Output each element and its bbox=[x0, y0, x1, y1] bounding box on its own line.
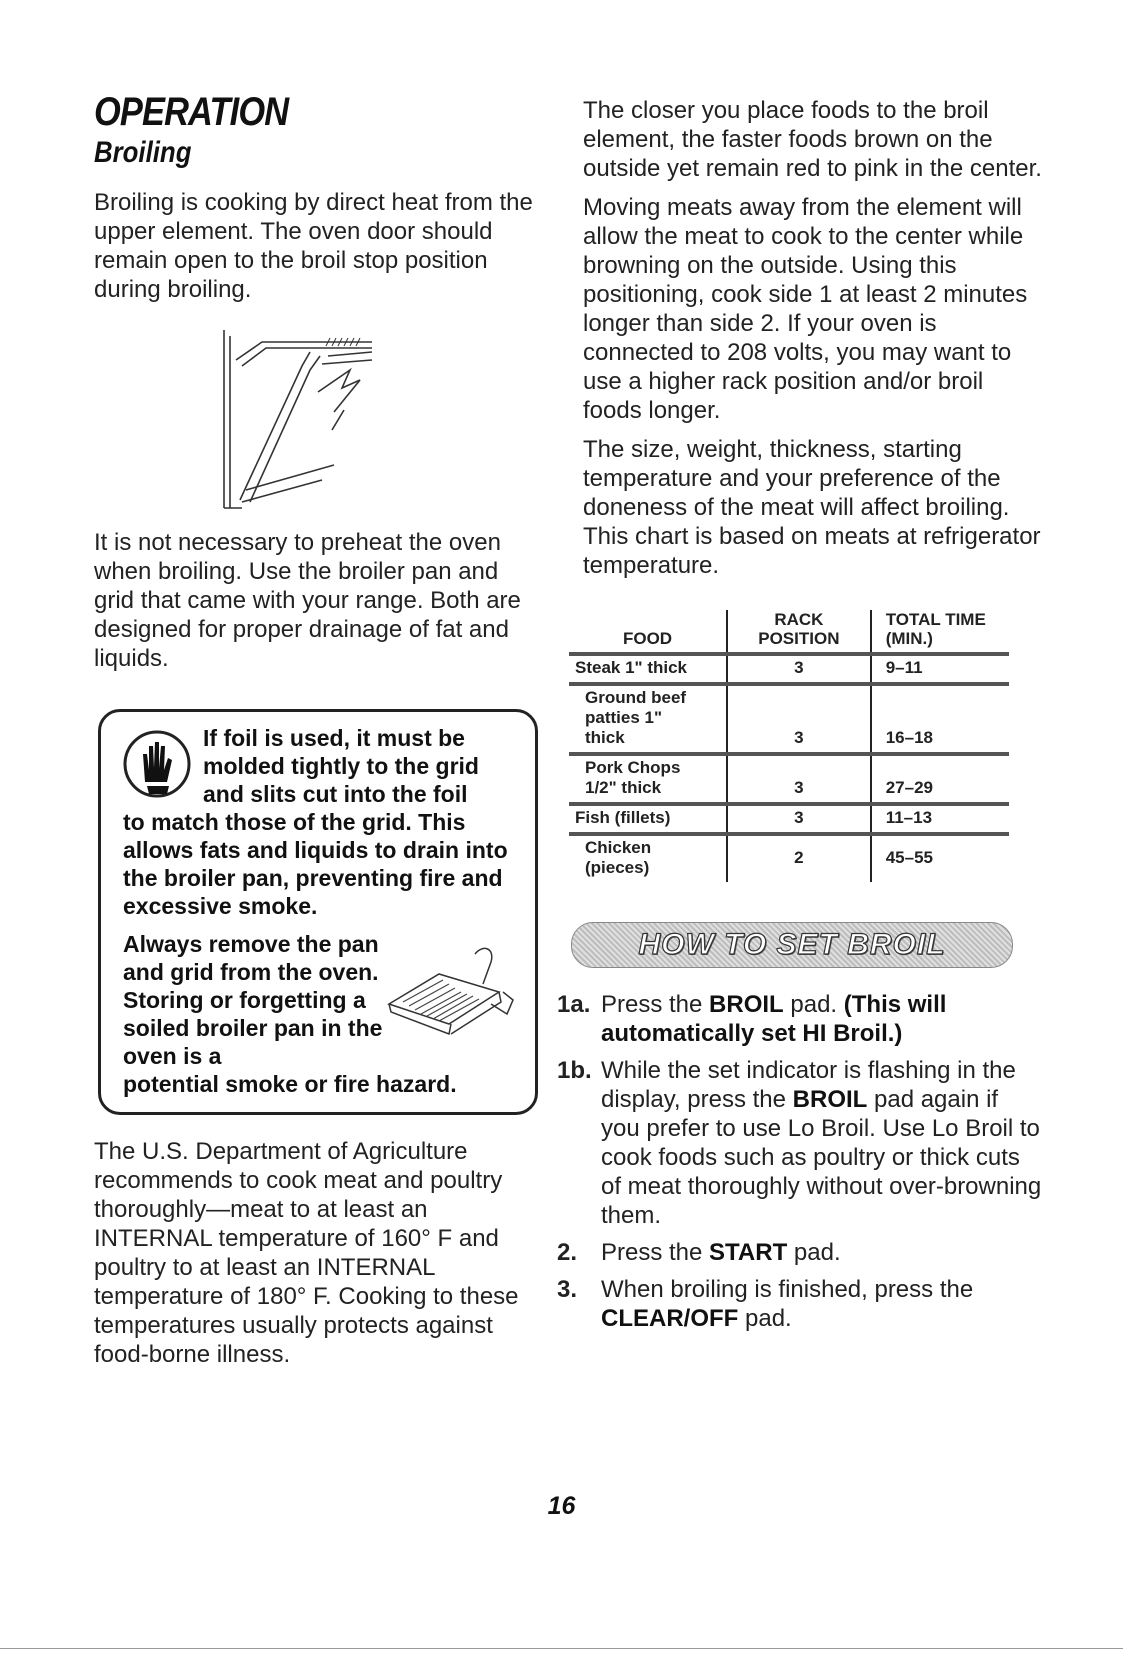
broiling-chart bbox=[569, 610, 1009, 882]
section-heading: OPERATION bbox=[94, 90, 289, 134]
how-to-set-broil-banner bbox=[571, 922, 1013, 968]
warning-headline: If foil is used, it must be molded tightly to the grid and slits cut into the foil bbox=[203, 725, 479, 807]
time-cell: 11–13 bbox=[871, 804, 1009, 834]
rack-cell: 2 bbox=[727, 834, 871, 882]
step-text: pad. bbox=[783, 991, 844, 1018]
step-3 bbox=[557, 1275, 1043, 1333]
hand-warning-icon bbox=[123, 724, 197, 802]
time-cell: 27–29 bbox=[871, 754, 1009, 804]
col-rack: RACK POSITION bbox=[727, 610, 871, 654]
warning-hazard: potential smoke or fire hazard. bbox=[123, 1071, 457, 1097]
step-text: While the set indicator is flashing in the display, press the bbox=[601, 1057, 1016, 1113]
broil-pad-label: BROIL bbox=[709, 991, 784, 1018]
oven-door-illustration bbox=[222, 330, 392, 510]
right-column bbox=[557, 96, 1043, 1341]
foil-warning-box bbox=[98, 709, 538, 1115]
col-time: TOTAL TIME (MIN.) bbox=[871, 610, 1009, 654]
step-number: 2. bbox=[557, 1239, 578, 1266]
rack-cell: 3 bbox=[727, 754, 871, 804]
rack-cell: 3 bbox=[727, 654, 871, 684]
time-cell: 45–55 bbox=[871, 834, 1009, 882]
food-cell: Ground beef patties 1" thick bbox=[585, 688, 687, 747]
rack-cell: 3 bbox=[727, 804, 871, 834]
food-cell: Pork Chops 1/2" thick bbox=[585, 758, 681, 797]
chart-basis-note: The size, weight, thickness, starting temperature and your preference of the doneness of the meat will affect broiling. This chart is based on meats at refrigerator temperature. bbox=[583, 436, 1041, 579]
step-text: When broiling is finished, press the bbox=[601, 1276, 974, 1303]
warning-remove-pan: Always remove the pan and grid from the oven. Storing or forgetting a soiled broiler pan in the oven is a bbox=[123, 931, 383, 1069]
table-row bbox=[569, 804, 1009, 834]
start-pad-label: START bbox=[709, 1239, 788, 1266]
food-cell: Chicken (pieces) bbox=[585, 838, 652, 877]
banner-label: HOW TO SET BROIL bbox=[638, 928, 946, 961]
page-number: 16 bbox=[547, 1492, 576, 1520]
usda-recommendation: The U.S. Department of Agriculture recommends to cook meat and poultry thoroughly—meat to at least an INTERNAL temperature of 160° F and poultry to at least an INTERNAL temperature of 180° F. Cooking to these temperatures usually protects against food-borne illness. bbox=[94, 1138, 519, 1368]
step-text: Press the bbox=[601, 1239, 710, 1266]
positioning-note: Moving meats away from the element will allow the meat to cook to the center while browning on the outside. Using this positioning, cook side 1 at least 2 minutes longer than side 2. If your oven is connected to 208 volts, you may want to use a higher rack position and/or broil foods longer. bbox=[583, 194, 1028, 424]
food-cell: Fish (fillets) bbox=[575, 808, 671, 827]
step-number: 1b. bbox=[557, 1057, 592, 1084]
step-text: pad. bbox=[787, 1239, 841, 1266]
col-food: FOOD bbox=[622, 629, 673, 648]
broil-pad-label: BROIL bbox=[792, 1086, 868, 1113]
step-number: 1a. bbox=[557, 991, 591, 1018]
step-text: Press the bbox=[601, 991, 710, 1018]
step-1a bbox=[557, 990, 1043, 1048]
table-row bbox=[569, 754, 1009, 804]
warning-continued: to match those of the grid. This allows fats and liquids to drain into the broiler pan, preventing fire and excessive smoke. bbox=[123, 809, 508, 919]
broiler-pan-illustration bbox=[379, 944, 519, 1044]
left-column bbox=[94, 92, 544, 1369]
step-number: 3. bbox=[557, 1276, 578, 1303]
table-row bbox=[569, 654, 1009, 684]
broiling-intro: Broiling is cooking by direct heat from the upper element. The oven door should remain open to the broil stop position during broiling. bbox=[94, 189, 533, 303]
time-cell: 9–11 bbox=[871, 654, 1009, 684]
page-bottom-rule bbox=[0, 1648, 1123, 1649]
food-cell: Steak 1" thick bbox=[575, 658, 688, 677]
table-row bbox=[569, 834, 1009, 882]
preheat-note: It is not necessary to preheat the oven when broiling. Use the broiler pan and grid that came with your range. Both are designed for proper drainage of fat and liquids. bbox=[94, 529, 521, 672]
broil-steps bbox=[557, 990, 1043, 1333]
page-title: Broiling bbox=[94, 136, 192, 169]
step-1b bbox=[557, 1056, 1043, 1230]
step-text: pad. bbox=[738, 1305, 792, 1332]
rack-cell: 3 bbox=[727, 684, 871, 754]
time-cell: 16–18 bbox=[871, 684, 1009, 754]
step-text: pad again if you prefer to use Lo Broil. Use Lo Broil to cook foods such as poultry or thick cuts of meat thoroughly without over-browning them. bbox=[601, 1086, 1042, 1229]
clear-off-pad-label: CLEAR/OFF bbox=[601, 1305, 739, 1332]
step-note: (This will automatically set HI Broil.) bbox=[601, 991, 947, 1047]
table-row bbox=[569, 684, 1009, 754]
distance-note: The closer you place foods to the broil element, the faster foods brown on the outside yet remain red to pink in the center. bbox=[583, 97, 1042, 182]
step-2 bbox=[557, 1238, 1043, 1267]
